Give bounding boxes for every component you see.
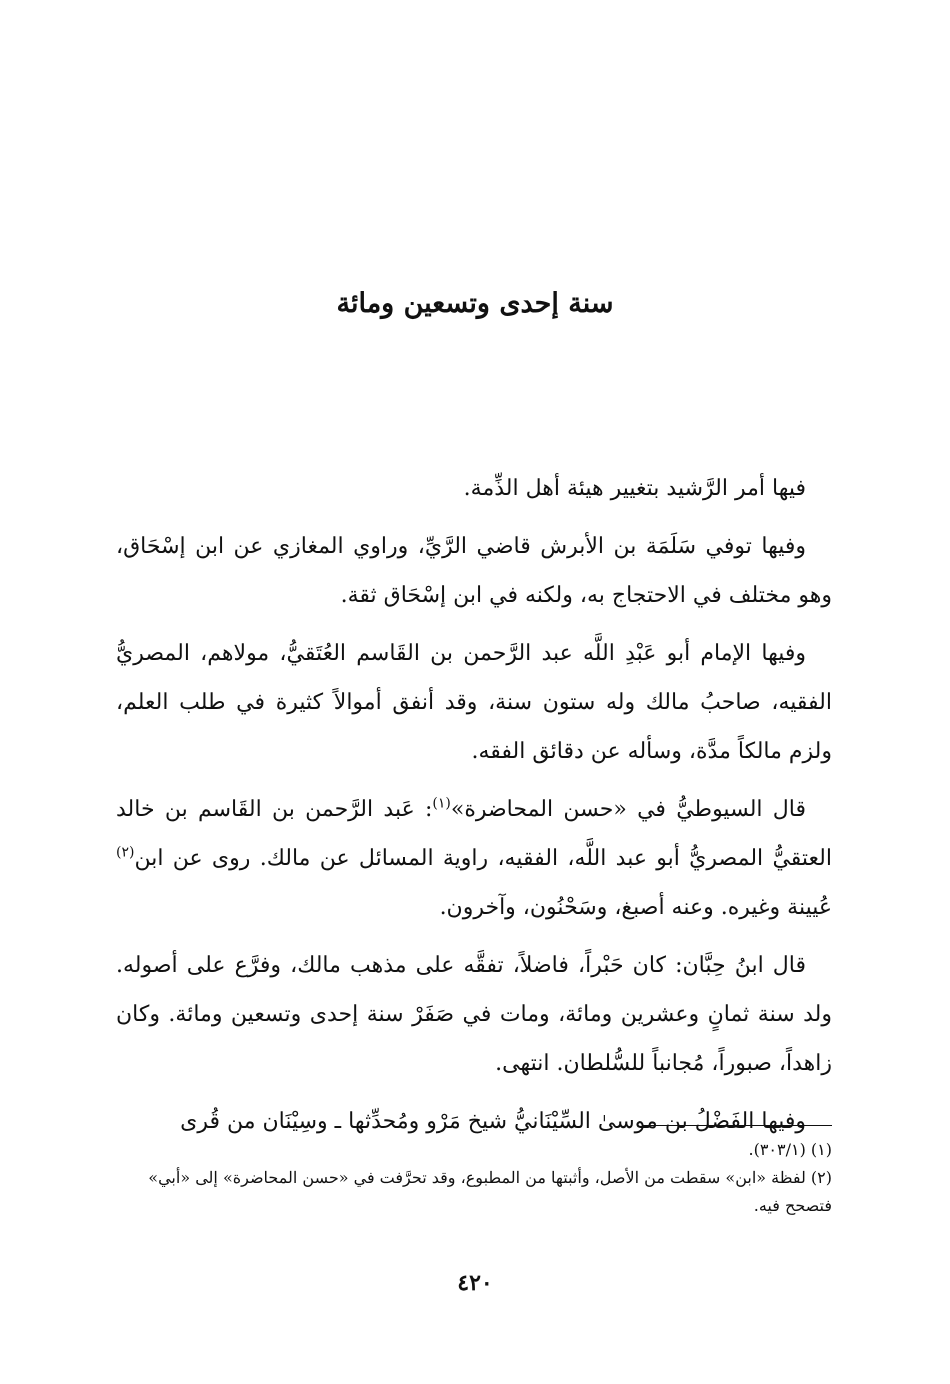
footnote-divider [642, 1125, 832, 1126]
chapter-title: سنة إحدى وتسعين ومائة [336, 288, 614, 319]
paragraph-4 [116, 785, 832, 932]
footnote-2: (٢) لفظة «ابن» سقطت من الأصل، وأثبتها من المطبوع، وقد تحرَّفت في «حسن المحاضرة» إلى «أبي» فتصحح فيه. [148, 1168, 832, 1215]
paragraph-3: وفيها الإمام أبو عَبْدِ اللَّه عبد الرَّحمن بن القَاسم العُتَقيُّ، مولاهم، المصريُّ الفقيه، صاحبُ مالك وله ستون سنة، وقد أنفق أموالاً كثيرة في طلب العلم، ولزم مالكاً مدَّة، وسأله عن دقائق الفقه. [116, 641, 832, 764]
paragraph-4-part-1: قال السيوطيُّ في «حسن المحاضرة» [450, 797, 806, 822]
body-text [116, 464, 832, 1155]
paragraph-5: قال ابنُ حِبَّان: كان حَبْراً، فاضلاً، تفقَّه على مذهب مالك، وفرَّع على أصوله. ولد سنة ثمانٍ وعشرين ومائة، ومات في صَفَرْ سنة إحدى وتسعين ومائة. وكان زاهداً، صبوراً، مُجانباً للسُّلطان. انتهى. [116, 953, 832, 1076]
paragraph-6: وفيها الفَضْلُ بن موسىٰ السِّيْنَانيُّ شيخ مَرْو ومُحدِّثها ـ وسِيْنَان من قُرى [180, 1109, 806, 1134]
footnotes [116, 1136, 832, 1220]
paragraph-4-part-3: عُيينة وغيره. وعنه أصبغ، وسَحْنُون، وآخرون. [439, 895, 832, 920]
footnote-1: (١) (٣٠٣/١). [748, 1140, 832, 1159]
footnote-ref-2[interactable]: (٢) [116, 844, 135, 861]
paragraph-2: وفيها توفي سَلَمَة بن الأبرش قاضي الرَّيِّ، وراوي المغازي عن ابن إسْحَاق، وهو مختلف في الاحتجاج به، ولكنه في ابن إسْحَاق ثقة. [116, 534, 832, 608]
page-number: ٤٢٠ [457, 1270, 493, 1296]
footnote-ref-1[interactable]: (١) [432, 795, 451, 812]
paragraph-4-part-2: : عَبد الرَّحمن بن القَاسم بن خالد العتقيُّ المصريُّ أبو عبد اللَّه، الفقيه، راوية المسائل عن مالك. روى عن ابن [116, 797, 832, 871]
paragraph-1: فيها أمر الرَّشيد بتغيير هيئة أهل الذِّمة. [463, 476, 806, 501]
